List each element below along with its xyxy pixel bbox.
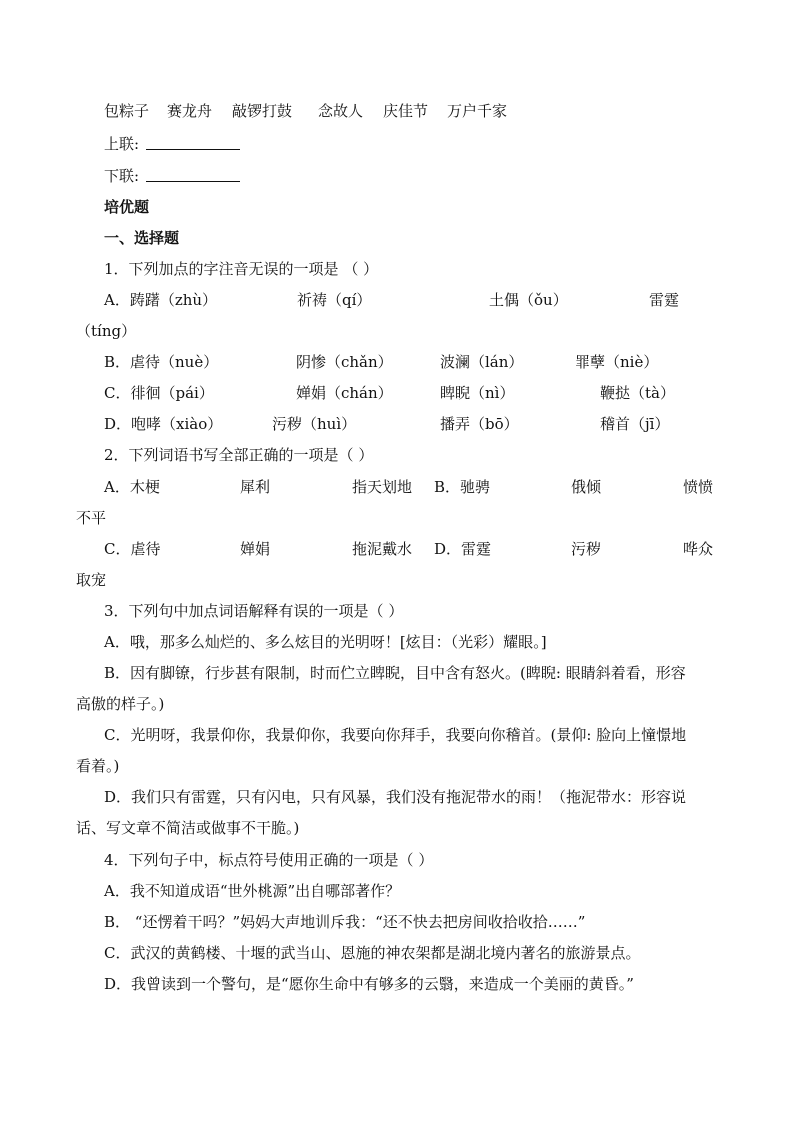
q1-option-c-item: 睥睨（nì）: [440, 384, 515, 402]
couplet-word: 万户千家: [447, 102, 508, 120]
lower-couplet-label: 下联:: [104, 167, 140, 185]
q1-option-a-item: A．踌躇（zhù）: [104, 291, 218, 309]
section-title: 培优题: [104, 198, 150, 216]
q1-option-d-item: D．咆哮（xiào）: [104, 415, 223, 433]
q2-option-item: 拖泥戴水: [352, 540, 413, 558]
q1-option-b-item: 罪孽（niè）: [575, 353, 659, 371]
q4-option-b: B． “还愣着干吗？”妈妈大声地训斥我：“还不快去把房间收拾收拾……”: [104, 913, 586, 931]
couplet-word: 包粽子: [104, 102, 150, 120]
q3-stem: 3．下列句中加点词语解释有误的一项是（ ）: [104, 602, 404, 620]
q1-option-c-item: C．徘徊（pái）: [104, 384, 214, 402]
q1-stem: 1．下列加点的字注音无误的一项是 （ ）: [104, 260, 379, 278]
q1-option-a-item: 雷霆: [649, 291, 680, 309]
q1-option-c-item: 鞭挞（tà）: [600, 384, 675, 402]
q3-option-a: A．哦，那多么灿烂的、多么炫目的光明呀！[炫目：（光彩）耀眼。]: [104, 633, 547, 651]
q1-option-b-item: 波澜（lán）: [440, 353, 524, 371]
q2-option-item: A．木梗: [104, 478, 160, 496]
q3-option-c: C．光明呀，我景仰你，我景仰你，我要向你拜手，我要向你稽首。(景仰: 脸向上憧憬地: [104, 726, 687, 744]
q3-option-d-wrap: 话、写文章不简洁或做事不干脆。): [76, 819, 300, 837]
q1-option-a-item: 土偶（ǒu）: [489, 291, 568, 309]
q2-option-item: 指天划地: [352, 478, 413, 496]
q2-option-item: 俄倾: [571, 478, 602, 496]
q2-stem: 2．下列词语书写全部正确的一项是（ ）: [104, 446, 374, 464]
q1-option-c-item: 婵娟（chán）: [296, 384, 393, 402]
q2-option-item: D．雷霆: [434, 540, 492, 558]
q4-option-a: A．我不知道成语“世外桃源”出自哪部著作？: [104, 882, 401, 900]
q2-option-item: C．虐待: [104, 540, 161, 558]
q2-option-wrap: 取宠: [76, 571, 107, 589]
q1-option-a-item: 祈祷（qí）: [297, 291, 372, 309]
couplet-word: 念故人: [318, 102, 364, 120]
q2-option-item: 婵娟: [240, 540, 271, 558]
q2-option-item: B．驰骋: [434, 478, 491, 496]
q2-option-item: 犀利: [240, 478, 271, 496]
q4-option-d: D．我曾读到一个警句，是“愿你生命中有够多的云翳，来造成一个美丽的黄昏。”: [104, 975, 634, 993]
lower-couplet-blank[interactable]: [146, 166, 240, 187]
upper-couplet-blank[interactable]: [146, 134, 240, 155]
q1-option-b-item: 阴惨（chǎn）: [296, 353, 393, 371]
q3-option-c-wrap: 看着。): [76, 757, 120, 775]
subsection-title: 一、选择题: [104, 229, 180, 247]
upper-couplet-label: 上联:: [104, 135, 140, 153]
q1-option-d-item: 稽首（jī）: [600, 415, 670, 433]
q4-stem: 4．下列句子中，标点符号使用正确的一项是（ ）: [104, 851, 434, 869]
q2-option-item: 愤愤: [683, 478, 714, 496]
q1-option-d-item: 播弄（bō）: [440, 415, 519, 433]
q2-option-item: 污秽: [571, 540, 602, 558]
q1-option-a-wrap: （tíng）: [76, 322, 137, 340]
q1-option-d-item: 污秽（huì）: [272, 415, 357, 433]
q3-option-b-wrap: 高傲的样子。): [76, 695, 165, 713]
q3-option-b: B．因有脚镣，行步甚有限制，时而伫立睥睨，目中含有怒火。(睥睨: 眼睛斜着看，形容: [104, 664, 686, 682]
couplet-word: 庆佳节: [383, 102, 429, 120]
q4-option-c: C．武汉的黄鹤楼、十堰的武当山、恩施的神农架都是湖北境内著名的旅游景点。: [104, 944, 641, 962]
q2-option-wrap: 不平: [76, 509, 107, 527]
q1-option-b-item: B．虐待（nuè）: [104, 353, 219, 371]
couplet-word: 赛龙舟: [167, 102, 213, 120]
q3-option-d: D．我们只有雷霆，只有闪电，只有风暴，我们没有拖泥带水的雨！（拖泥带水：形容说: [104, 788, 687, 806]
q2-option-item: 哗众: [683, 540, 714, 558]
couplet-word: 敲锣打鼓: [232, 102, 293, 120]
